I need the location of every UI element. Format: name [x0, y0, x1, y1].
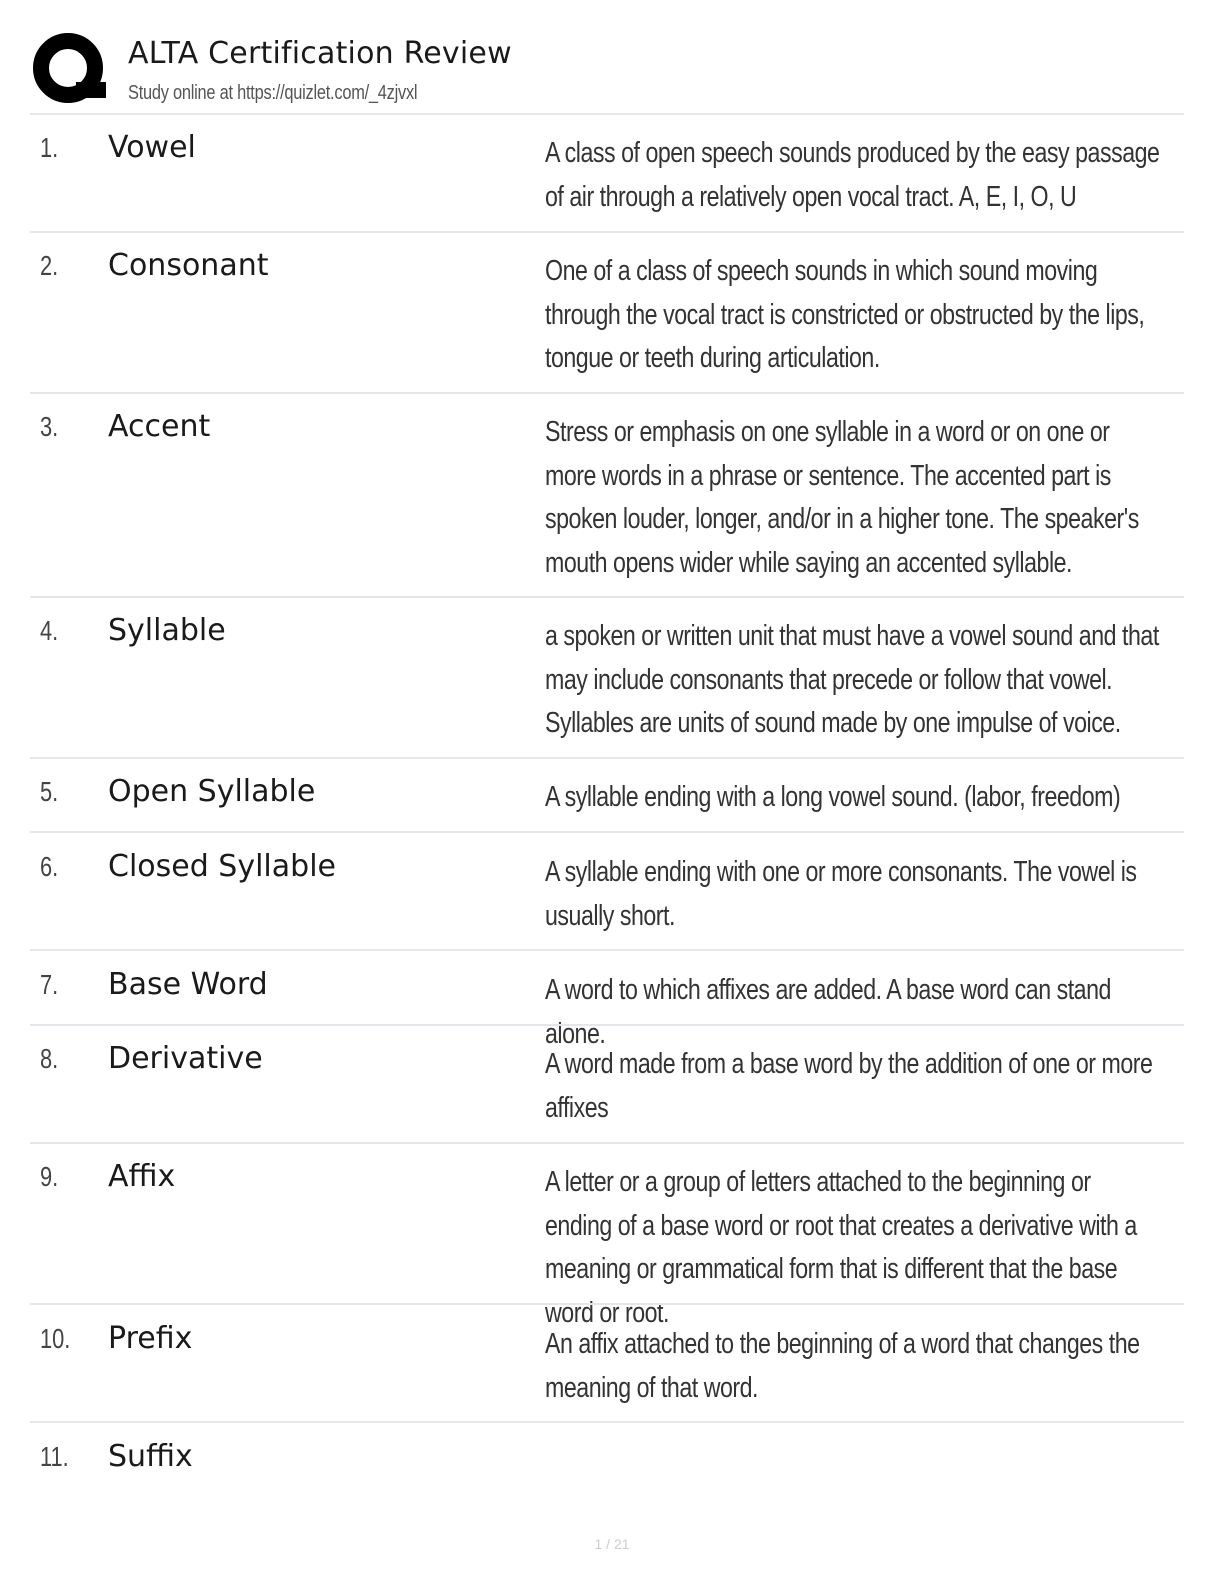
item-definition: A syllable ending with one or more consonants. The vowel is usually short.: [545, 856, 1137, 932]
item-term: Vowel: [108, 130, 196, 165]
divider: [30, 1142, 1184, 1144]
item-definition: One of a class of speech sounds in which sound moving through the vocal tract is constricted or obstructed by the lips, tongue or teeth during articulation.: [545, 255, 1145, 374]
item-number: 1.: [40, 132, 59, 163]
item-term: Affix: [108, 1159, 176, 1194]
divider: [30, 1303, 1184, 1305]
divider: [30, 1024, 1184, 1026]
item-term: Suffix: [108, 1439, 193, 1474]
item-number: 11.: [40, 1441, 69, 1472]
item-term: Closed Syllable: [108, 849, 336, 884]
item-definition: An affix attached to the beginning of a word that changes the meaning of that word.: [545, 1328, 1140, 1404]
item-definition: Stress or emphasis on one syllable in a word or on one or more words in a phrase or sentence. The accented part is spoken louder, longer, and/or in a higher tone. The speaker's mouth opens wider while saying an accented syllable.: [545, 416, 1139, 579]
item-term: Syllable: [108, 613, 226, 648]
divider: [30, 757, 1184, 759]
item-term: Base Word: [108, 967, 268, 1002]
item-number: 10.: [40, 1323, 71, 1354]
item-number: 9.: [40, 1161, 59, 1192]
page-number: 1 / 21: [594, 1536, 630, 1552]
item-term: Derivative: [108, 1041, 263, 1076]
divider: [30, 596, 1184, 598]
divider: [30, 949, 1184, 951]
item-number: 8.: [40, 1043, 59, 1074]
item-number: 7.: [40, 969, 59, 1000]
divider: [30, 231, 1184, 233]
item-number: 3.: [40, 411, 59, 442]
item-term: Prefix: [108, 1321, 193, 1356]
item-definition: A letter or a group of letters attached to the beginning or ending of a base word or root that creates a derivative with a meaning or grammatical form that is different that the base word or root.: [545, 1166, 1137, 1329]
item-term: Open Syllable: [108, 774, 316, 809]
page-title: ALTA Certification Review: [128, 36, 512, 71]
divider: [30, 831, 1184, 833]
divider: [30, 1421, 1184, 1423]
item-term: Accent: [108, 409, 211, 444]
item-definition: A syllable ending with a long vowel sound. (labor, freedom): [545, 781, 1121, 813]
divider: [30, 113, 1184, 115]
page-header: [30, 28, 1190, 114]
item-definition: A word to which affixes are added. A base word can stand alone.: [545, 974, 1111, 1050]
divider: [30, 392, 1184, 394]
item-number: 2.: [40, 250, 59, 281]
item-definition: A word made from a base word by the addition of one or more affixes: [545, 1048, 1153, 1124]
item-number: 4.: [40, 615, 59, 646]
item-definition: A class of open speech sounds produced by the easy passage of air through a relatively open vocal tract. A, E, I, O, U: [545, 137, 1160, 213]
quizlet-logo-icon: [30, 30, 110, 110]
study-link-text[interactable]: Study online at https://quizlet.com/_4zjvxl: [128, 82, 418, 104]
item-number: 5.: [40, 776, 59, 807]
item-term: Consonant: [108, 248, 269, 283]
item-definition: a spoken or written unit that must have a vowel sound and that may include consonants that precede or follow that vowel. Syllables are units of sound made by one impulse of voice.: [545, 620, 1159, 739]
item-number: 6.: [40, 851, 59, 882]
